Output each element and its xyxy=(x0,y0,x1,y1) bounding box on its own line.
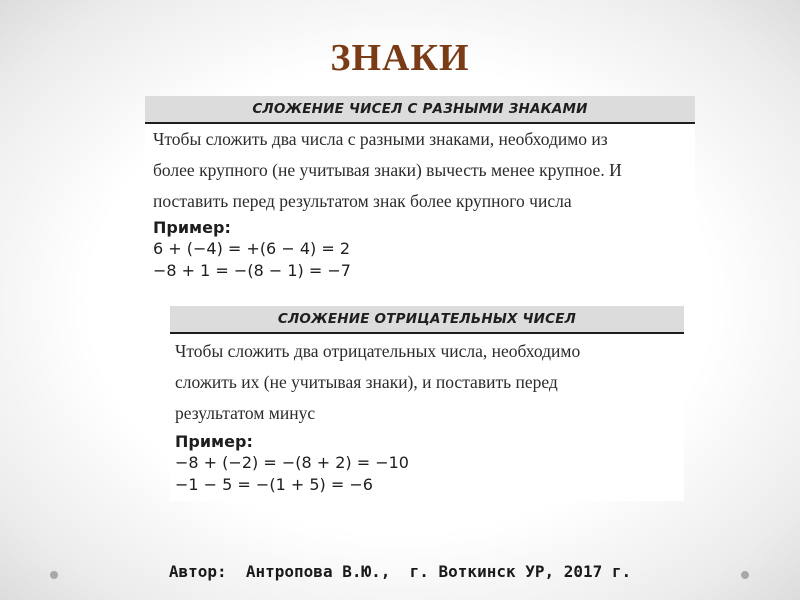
rule-line: результатом минус xyxy=(175,403,316,423)
example-formula: −8 + (−2) = −(8 + 2) = −10 xyxy=(175,453,409,472)
card-header: СЛОЖЕНИЕ ЧИСЕЛ С РАЗНЫМИ ЗНАКАМИ xyxy=(145,96,695,124)
example-formula: 6 + (−4) = +(6 − 4) = 2 xyxy=(153,239,350,258)
example-formula: −1 − 5 = −(1 + 5) = −6 xyxy=(175,475,373,494)
rule-line: сложить их (не учитывая знаки), и поставить перед xyxy=(175,372,558,392)
rule-line: Чтобы сложить два отрицательных числа, необходимо xyxy=(175,341,581,361)
rule-card-different-signs xyxy=(145,96,695,291)
rule-line: поставить перед результатом знак более крупного числа xyxy=(153,191,572,211)
rule-line: более крупного (не учитывая знаки) вычесть менее крупное. И xyxy=(153,160,622,180)
example-label: Пример: xyxy=(153,218,231,237)
rule-text xyxy=(145,124,695,217)
bullet-dot-icon xyxy=(741,571,749,579)
rule-line: Чтобы сложить два числа с разными знаками, необходимо из xyxy=(153,129,608,149)
rule-text xyxy=(170,336,684,429)
example-label: Пример: xyxy=(175,432,253,451)
slide-title: ЗНАКИ xyxy=(330,37,470,79)
card-header: СЛОЖЕНИЕ ОТРИЦАТЕЛЬНЫХ ЧИСЕЛ xyxy=(170,306,684,334)
author-footer: Автор: Антропова В.Ю., г. Воткинск УР, 2017 г. xyxy=(168,562,632,581)
example-formula: −8 + 1 = −(8 − 1) = −7 xyxy=(153,261,351,280)
rule-card-negative-numbers xyxy=(170,306,684,501)
